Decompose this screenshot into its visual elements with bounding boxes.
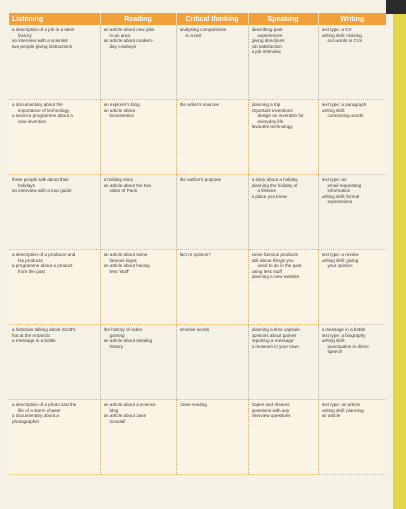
- cell-line: an article about some: [103, 252, 148, 257]
- cell-line: information: [327, 188, 351, 194]
- cell-line: text type: a paragraph: [321, 102, 367, 107]
- cell-line: text type: a biography: [321, 332, 366, 338]
- cell-line: email requesting: [327, 182, 362, 188]
- cell-line: a lifetime: [257, 188, 276, 194]
- cell-line: emotive words: [179, 327, 210, 332]
- cell-line: fact or opinion?: [179, 252, 211, 257]
- cell-line: less 'stuff': [109, 268, 130, 274]
- cell-line: interview questions: [251, 413, 291, 419]
- cell-line: an explorer's blog: [103, 102, 140, 107]
- cell-listening: [9, 100, 100, 175]
- cell-line: used to do in the past: [257, 263, 302, 269]
- cell-critical: [176, 25, 248, 100]
- cell-line: photographer: [12, 418, 40, 424]
- cell-line: writing skill: giving: [321, 257, 359, 263]
- cell-line: important inventions: [251, 107, 293, 113]
- cell-writing: [318, 175, 386, 250]
- cell-line: everyday life: [257, 118, 284, 124]
- cell-line: analysing comparisons: [179, 27, 227, 32]
- cell-line: a story about a holiday: [251, 177, 298, 182]
- cell-line: hut at the Antarctic: [12, 332, 51, 338]
- cell-listening: [9, 175, 100, 250]
- cell-line: talk about things you: [251, 257, 294, 263]
- cell-speaking: [248, 250, 318, 325]
- cell-line: three people talk about their: [12, 177, 69, 182]
- cell-line: experiences: [257, 32, 283, 38]
- cell-line: factory: [18, 32, 32, 38]
- cell-line: an article about: [103, 107, 135, 113]
- cell-line: an article about a science: [103, 402, 156, 407]
- cell-line: a documentary about a: [12, 413, 59, 419]
- cell-speaking: [248, 325, 318, 400]
- cell-line: the history of video: [103, 327, 143, 332]
- cell-line: describing past: [251, 27, 283, 32]
- cell-line: a science programme about a: [12, 113, 73, 119]
- cell-writing: [318, 100, 386, 175]
- cell-line: connecting words: [327, 113, 364, 119]
- cell-critical: [176, 100, 248, 175]
- table-row: [9, 25, 386, 100]
- cell-critical: [176, 175, 248, 250]
- cell-line: writing skill: missing: [321, 32, 362, 38]
- cell-line: an article about having: [103, 263, 150, 269]
- cell-line: a museum in your town: [251, 343, 299, 349]
- cell-line: design an invention for: [257, 113, 304, 119]
- cell-line: his products: [18, 257, 43, 263]
- column-header-speaking: Speaking: [248, 13, 318, 25]
- column-header-writing: Writing: [318, 13, 386, 25]
- contents-table: [9, 13, 386, 475]
- cell-line: a message in a bottle: [12, 338, 56, 344]
- cell-line: writing skill:: [321, 107, 345, 113]
- column-header-reading: Reading: [100, 13, 176, 25]
- cell-critical: [176, 250, 248, 325]
- cell-line: day cowboys: [109, 43, 137, 49]
- table-row: [9, 250, 386, 325]
- cell-listening: [9, 325, 100, 400]
- column-header-critical-thinking: Critical thinking: [176, 13, 248, 25]
- cell-writing: [318, 325, 386, 400]
- cell-line: a job interview: [251, 49, 281, 55]
- cell-line: a place you know: [251, 193, 287, 199]
- table-row: [9, 175, 386, 250]
- cell-line: questions with any: [251, 407, 290, 413]
- cell-reading: [100, 25, 176, 100]
- page-edge-accent: [393, 0, 406, 509]
- cell-line: new invention: [18, 118, 47, 124]
- cell-line: an interview with a tour guide: [12, 188, 72, 194]
- cell-line: Goodall: [109, 418, 126, 424]
- cell-speaking: [248, 25, 318, 100]
- cell-line: an article about modern-: [103, 38, 154, 44]
- cell-line: text type: a review: [321, 252, 359, 257]
- cell-line: text type: an article: [321, 402, 361, 407]
- header-row: [9, 13, 386, 25]
- cell-line: a holiday story: [103, 177, 134, 182]
- cell-line: biomimetics: [109, 113, 134, 119]
- table-row: [9, 325, 386, 400]
- cell-line: using less stuff: [251, 268, 282, 274]
- cell-line: blog: [109, 407, 119, 413]
- cell-line: in a text: [185, 32, 202, 38]
- cell-line: an article about new jobs: [103, 27, 155, 32]
- cell-reading: [100, 175, 176, 250]
- cell-line: sides of Paris: [109, 188, 138, 194]
- cell-line: writing skill: formal: [321, 193, 360, 199]
- cell-listening: [9, 25, 100, 100]
- cell-line: an article about the two: [103, 182, 151, 188]
- cell-reading: [100, 325, 176, 400]
- cell-line: punctuation in direct: [327, 343, 369, 349]
- cell-line: a historian talking about Scott's: [12, 327, 76, 332]
- cell-line: in an area: [109, 32, 130, 38]
- cell-reading: [100, 250, 176, 325]
- cell-critical: [176, 325, 248, 400]
- cell-reading: [100, 400, 176, 475]
- cell-line: gaming: [109, 332, 125, 338]
- cell-line: writing skill:: [321, 338, 345, 344]
- cell-writing: [318, 250, 386, 325]
- cell-line: two people giving instructions: [12, 43, 73, 49]
- cell-line: some famous products: [251, 252, 298, 257]
- cell-line: an article about Jane: [103, 413, 147, 419]
- cell-critical: [176, 400, 248, 475]
- column-header-listening: Listening: [9, 13, 100, 25]
- cell-line: an interview with a scientist: [12, 38, 68, 44]
- cell-line: holidays: [18, 182, 35, 188]
- cell-line: a description of a producer and: [12, 252, 76, 257]
- cell-line: planning a time capsule: [251, 327, 300, 332]
- cell-line: close reading: [179, 402, 207, 407]
- cell-line: giving directions: [251, 38, 285, 44]
- cell-line: planning a new website: [251, 274, 300, 280]
- cell-line: writing skill: planning: [321, 407, 364, 413]
- cell-speaking: [248, 400, 318, 475]
- cell-line: out words in CVs: [327, 38, 363, 44]
- table-row: [9, 100, 386, 175]
- cell-writing: [318, 400, 386, 475]
- cell-line: history: [109, 343, 124, 349]
- cell-line: opinions about games: [251, 332, 297, 338]
- cell-line: planning the holiday of: [251, 182, 298, 188]
- cell-listening: [9, 400, 100, 475]
- cell-line: an article: [321, 413, 341, 419]
- cell-line: a description of a job in a steel: [12, 27, 75, 32]
- cell-line: hopes and dreams: [251, 402, 290, 407]
- cell-line: famous logos: [109, 257, 137, 263]
- cell-line: from the past: [18, 268, 45, 274]
- cell-line: life of a storm chaser: [18, 407, 61, 413]
- cell-line: importance of technology: [18, 107, 70, 113]
- cell-writing: [318, 25, 386, 100]
- cell-speaking: [248, 100, 318, 175]
- cell-line: a message in a bottle: [321, 327, 366, 332]
- cell-listening: [9, 250, 100, 325]
- cell-line: a programme about a product: [12, 263, 73, 269]
- cell-line: the author's purpose: [179, 177, 222, 182]
- table-row: [9, 400, 386, 475]
- cell-line: a documentary about the: [12, 102, 63, 107]
- cell-line: the writer's sources: [179, 102, 219, 107]
- cell-line: expressions: [327, 199, 353, 205]
- cell-line: your opinion: [327, 263, 353, 269]
- cell-line: favourite technology: [251, 124, 293, 130]
- cell-line: text type: a CV: [321, 27, 352, 32]
- cell-line: an article about stealing: [103, 338, 153, 344]
- page-corner: [386, 0, 406, 14]
- cell-line: reporting a message: [251, 338, 294, 344]
- cell-line: planning a trip: [251, 102, 281, 107]
- cell-line: text type: an: [321, 177, 347, 182]
- cell-reading: [100, 100, 176, 175]
- cell-speaking: [248, 175, 318, 250]
- cell-line: job satisfaction: [251, 43, 282, 49]
- cell-line: a description of a photo and the: [12, 402, 77, 407]
- cell-line: speech: [327, 349, 343, 355]
